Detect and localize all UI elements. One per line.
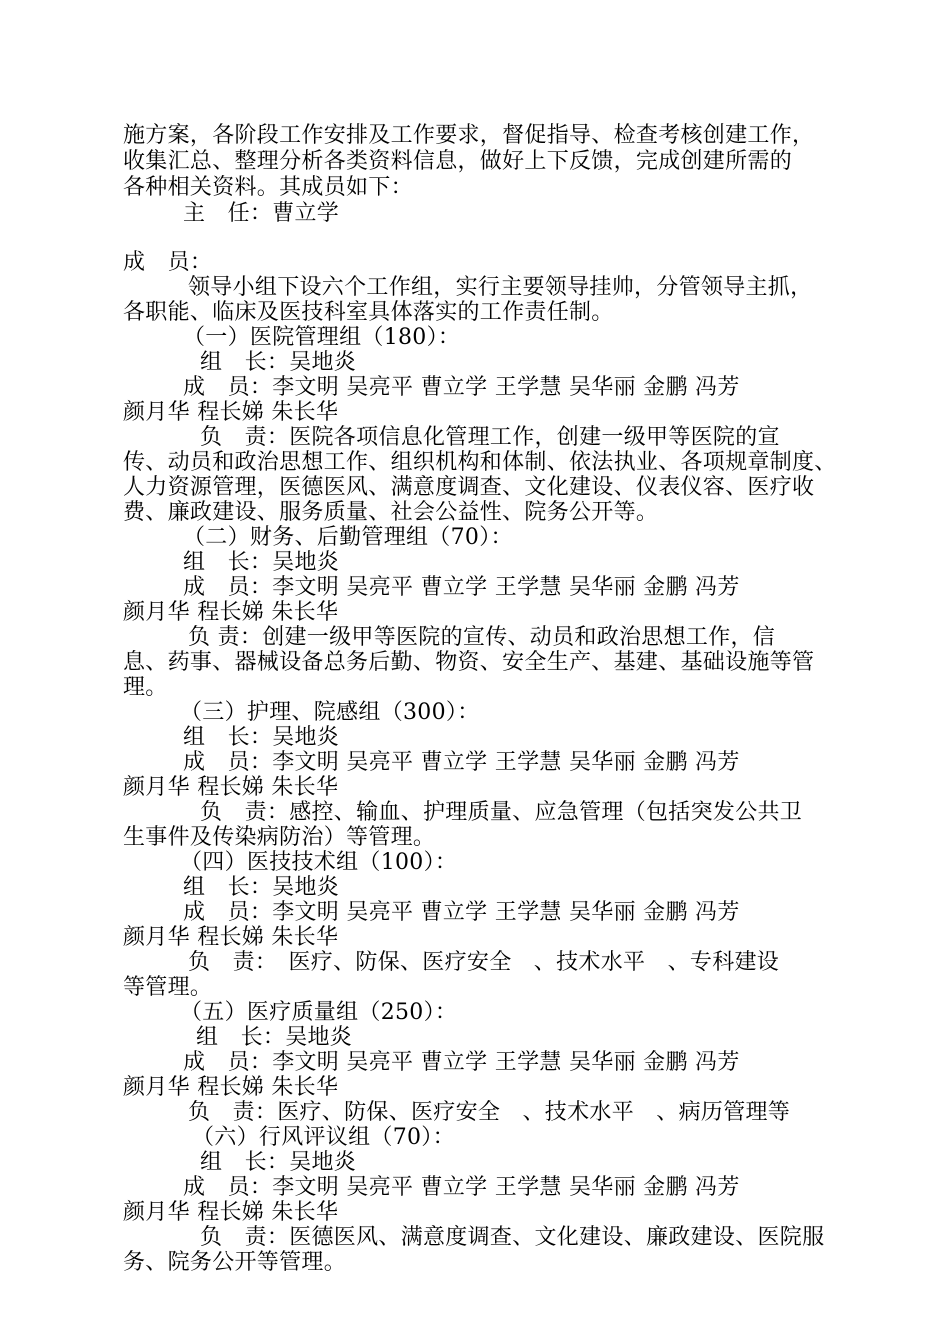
group-6-duty-line-2: 务、院务公开等管理。 (123, 1250, 347, 1275)
group-1-members-line-2: 颜月华 程长娣 朱长华 (123, 400, 339, 425)
group-5-members-line-1: 成 员：李文明 吴亮平 曹立学 王学慧 吴华丽 金鹏 冯芳 (183, 1050, 740, 1075)
members-label: 成 员： (123, 250, 213, 275)
group-2-duty-line-1: 负 责：创建一级甲等医院的宣传、动员和政治思想工作，信 (188, 625, 776, 650)
group-4-title: （四）医技技术组（100）： (180, 850, 458, 875)
intro-line-3: 各种相关资料。其成员如下： (123, 175, 413, 200)
group-3-leader: 组 长：吴地炎 (183, 725, 340, 750)
group-6-title: （六）行风评议组（70）： (192, 1125, 455, 1150)
group-2-title: （二）财务、后勤管理组（70）： (183, 525, 513, 550)
group-1-duty-line-1: 负 责：医院各项信息化管理工作，创建一级甲等医院的宣 (200, 425, 780, 450)
group-3-members-line-2: 颜月华 程长娣 朱长华 (123, 775, 339, 800)
group-4-duty-line-1: 负 责： 医疗、防保、医疗安全 、技术水平 、专科建设 (188, 950, 780, 975)
group-1-duty-line-4: 费、廉政建设、服务质量、社会公益性、院务公开等。 (123, 500, 659, 525)
intro-line-1: 施方案，各阶段工作安排及工作要求，督促指导、检查考核创建工作， (123, 123, 815, 148)
group-6-duty-line-1: 负 责：医德医风、满意度调查、文化建设、廉政建设、医院服 (200, 1225, 825, 1250)
group-2-leader: 组 长：吴地炎 (183, 550, 340, 575)
group-2-duty-line-3: 理。 (123, 675, 168, 700)
group-3-duty-line-1: 负 责：感控、输血、护理质量、应急管理（包括突发公共卫 (200, 800, 803, 825)
setup-line-2: 各职能、临床及医技科室具体落实的工作责任制。 (123, 300, 614, 325)
group-4-duty-line-2: 等管理。 (123, 975, 213, 1000)
director-line: 主 任：曹立学 (183, 201, 340, 226)
group-4-members-line-1: 成 员：李文明 吴亮平 曹立学 王学慧 吴华丽 金鹏 冯芳 (183, 900, 740, 925)
group-5-title: （五）医疗质量组（250）： (180, 1000, 458, 1025)
group-6-leader: 组 长：吴地炎 (200, 1150, 357, 1175)
group-2-members-line-1: 成 员：李文明 吴亮平 曹立学 王学慧 吴华丽 金鹏 冯芳 (183, 575, 740, 600)
intro-line-2: 收集汇总、整理分析各类资料信息，做好上下反馈，完成创建所需的 (123, 149, 793, 174)
group-5-members-line-2: 颜月华 程长娣 朱长华 (123, 1075, 339, 1100)
group-1-leader: 组 长：吴地炎 (200, 350, 357, 375)
group-3-title: （三）护理、院感组（300）： (180, 700, 480, 725)
group-4-leader: 组 长：吴地炎 (183, 875, 340, 900)
group-1-duty-line-3: 人力资源管理，医德医风、满意度调查、文化建设、仪表仪容、医疗收 (123, 475, 815, 500)
group-3-duty-line-2: 生事件及传染病防治）等管理。 (123, 825, 436, 850)
group-2-duty-line-2: 息、药事、器械设备总务后勤、物资、安全生产、基建、基础设施等管 (123, 650, 815, 675)
group-4-members-line-2: 颜月华 程长娣 朱长华 (123, 925, 339, 950)
setup-line-1: 领导小组下设六个工作组，实行主要领导挂帅，分管领导主抓， (188, 275, 813, 300)
group-6-members-line-1: 成 员：李文明 吴亮平 曹立学 王学慧 吴华丽 金鹏 冯芳 (183, 1175, 740, 1200)
group-1-duty-line-2: 传、动员和政治思想工作、组织机构和体制、依法执业、各项规章制度、 (123, 450, 837, 475)
group-3-members-line-1: 成 员：李文明 吴亮平 曹立学 王学慧 吴华丽 金鹏 冯芳 (183, 750, 740, 775)
group-1-members-line-1: 成 员：李文明 吴亮平 曹立学 王学慧 吴华丽 金鹏 冯芳 (183, 375, 740, 400)
group-6-members-line-2: 颜月华 程长娣 朱长华 (123, 1200, 339, 1225)
group-2-members-line-2: 颜月华 程长娣 朱长华 (123, 600, 339, 625)
group-5-duty-line-1: 负 责：医疗、防保、医疗安全 、技术水平 、病历管理等 (188, 1100, 791, 1125)
group-5-leader: 组 长：吴地炎 (196, 1025, 353, 1050)
group-1-title: （一）医院管理组（180）： (183, 325, 461, 350)
